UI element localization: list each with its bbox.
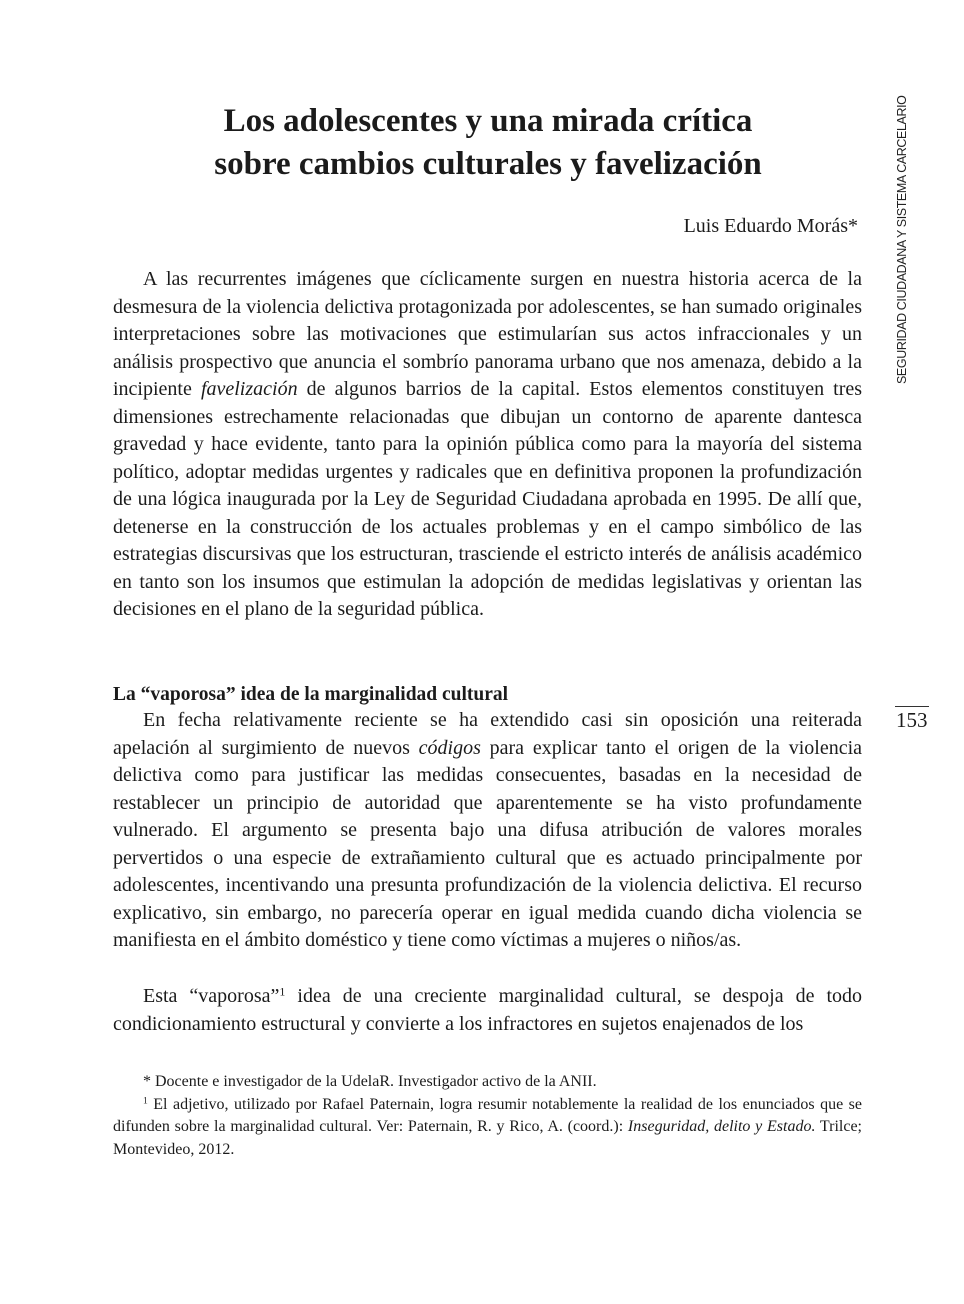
title-line-2: sobre cambios culturales y favelización [214, 146, 762, 182]
footnote-marker: 1 [143, 1095, 148, 1107]
section-paragraph-2: Esta “vaporosa”$^1$ idea de una creciente marginalidad cultural, se despoja de todo condicionamiento estructural y convierte a los infractores en sujetos enajenados de los [113, 984, 862, 1035]
italic-term: favelización [200, 378, 298, 400]
footnotes [113, 1071, 862, 1161]
title-line-1: Los adolescentes y una mirada crítica [223, 103, 753, 139]
article-title [113, 100, 863, 186]
page-number: 153 [896, 708, 928, 732]
footnote-1: $^1$ El adjetivo, utilizado por Rafael Paternain, logra resumir notablemente la realidad de los enunciados que se difunden sobre la marginalidad cultural. Ver: Paternain, R. y Rico, A. (coord.): Inseguridad, delito y Estado. Trilce; Montevideo, 2012. [113, 1095, 863, 1158]
section-body-2 [113, 983, 862, 1038]
footnote-author: * Docente e investigador de la UdelaR. Investigador activo de la ANII. [143, 1073, 597, 1090]
footnote-ref[interactable]: 1 [279, 984, 286, 999]
intro-section [113, 266, 862, 624]
section-heading: La “vaporosa” idea de la marginalidad cultural [113, 684, 509, 705]
italic-book-title: Inseguridad, delito y Estado. [627, 1118, 816, 1135]
author-name: Luis Eduardo Morás* [683, 215, 858, 237]
intro-paragraph: A las recurrentes imágenes que cíclicamente surgen en nuestra historia acerca de la desmesura de la violencia delictiva protagonizada por adolescentes, se han sumado originales interpretaciones sobre las motivaciones que estimularían sus actos infraccionales y un análisis prospectivo que anuncia el sombrío panorama urbano que nos amenaza, debido a la incipiente favelización de algunos barrios de la capital. Estos elementos constituyen tres dimensiones estrechamente relacionadas que dibujan un contorno de aparente dantesca gravedad y hace evidente, tanto para la opinión pública como para la mayoría del sistema político, adoptar medidas urgentes y radicales que en definitiva proponen la profundización de una lógica inaugurada por la Ley de Seguridad Ciudadana aprobada en 1995. De allí que, detenerse en la construcción de los actuales problemas y en el campo simbólico de las estrategias discursivas que los estructuran, trasciende el estricto interés de análisis académico en tanto son los insumos que estimulan la adopción de medidas legislativas y orientan las decisiones en el plano de la seguridad pública. [113, 268, 863, 620]
italic-term: códigos [418, 736, 481, 759]
section-body-1 [113, 707, 862, 955]
running-head: SEGURIDAD CIUDADANA Y SISTEMA CARCELARIO [895, 95, 909, 384]
section-paragraph-1: En fecha relativamente reciente se ha extendido casi sin oposición una reiterada apelación al surgimiento de nuevos códigos para explicar tanto el origen de la violencia delictiva como para justificar las medidas consecuentes, basadas en la necesidad de restablecer un principio de autoridad que aparentemente se ha visto profundamente vulnerado. El argumento se presenta bajo una difusa atribución de valores morales pervertidos o una especie de extrañamiento cultural que es actuado principalmente por adolescentes, incentivando una presunta profundización de la violencia delictiva. El recurso explicativo, sin embargo, no parecería operar en igual medida cuando dicha violencia se manifiesta en el ámbito doméstico y tiene como víctimas a mujeres o niños/as. [113, 709, 863, 951]
